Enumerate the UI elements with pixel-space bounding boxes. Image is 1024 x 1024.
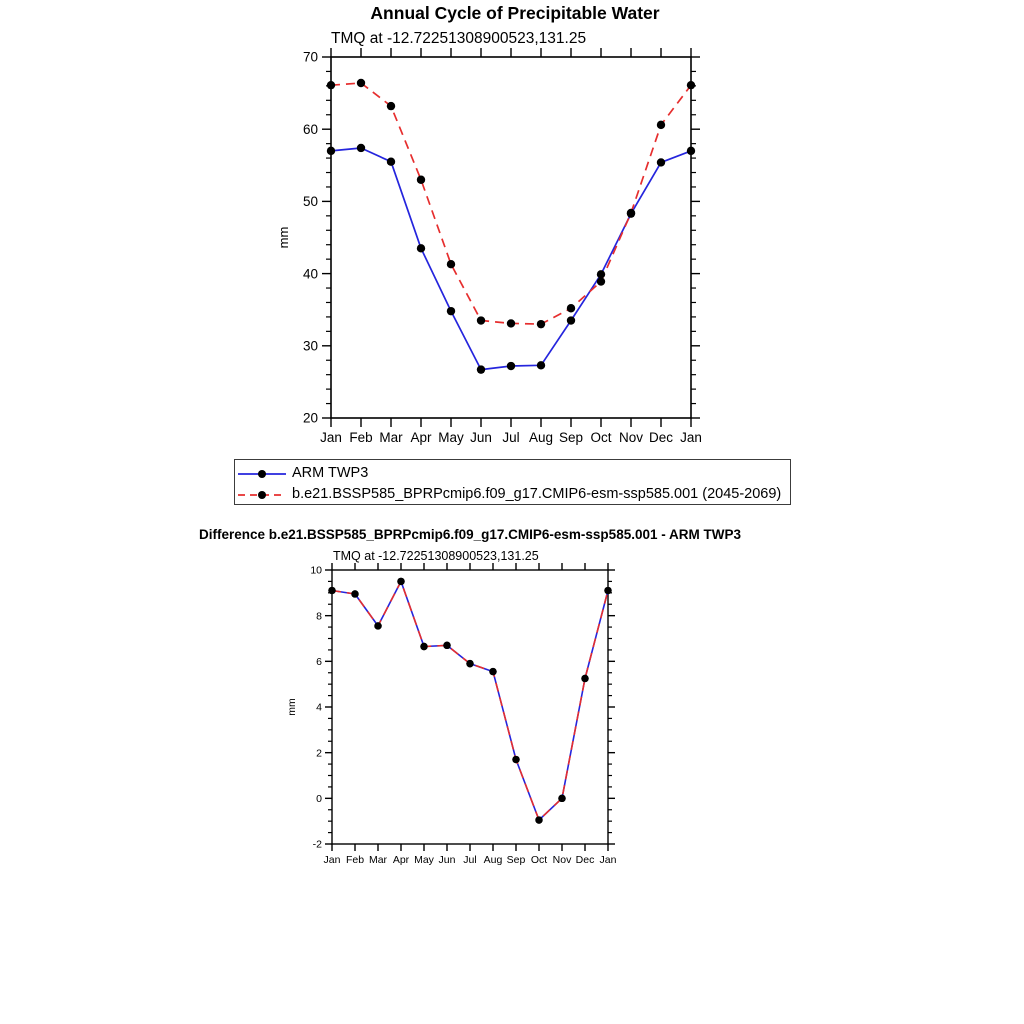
data-point-marker	[466, 660, 473, 667]
series-line	[332, 581, 608, 820]
x-axis-tick-label: Dec	[648, 430, 674, 445]
legend-line-sample-obs	[237, 465, 287, 481]
data-point-marker	[447, 307, 455, 315]
x-axis-tick-label: Oct	[530, 854, 548, 866]
data-point-marker	[447, 260, 455, 268]
data-point-marker	[387, 157, 395, 165]
data-point-marker	[387, 102, 395, 110]
data-point-marker	[567, 316, 575, 324]
plot-frame	[332, 570, 608, 844]
data-point-marker	[512, 756, 519, 763]
y-axis-tick-label: 70	[302, 49, 318, 65]
data-point-marker	[581, 675, 588, 682]
data-point-marker	[687, 147, 695, 155]
x-axis-tick-label: Feb	[349, 430, 373, 445]
data-point-marker	[687, 81, 695, 89]
data-point-marker	[417, 176, 425, 184]
x-axis-tick-label: Mar	[368, 854, 388, 866]
data-point-marker	[397, 578, 404, 585]
data-point-marker	[507, 362, 515, 370]
y-axis-tick-label: 40	[302, 266, 318, 282]
x-axis-tick-label: Aug	[528, 430, 554, 445]
chart1-subtitle: TMQ at -12.72251308900523,131.25	[331, 30, 587, 47]
chart1-title: Annual Cycle of Precipitable Water	[370, 3, 660, 23]
x-axis-tick-label: Feb	[345, 854, 365, 866]
data-point-marker	[537, 320, 545, 328]
x-axis-tick-label: May	[414, 854, 434, 866]
x-axis-tick-label: Jan	[680, 430, 702, 445]
x-axis-tick-label: Jun	[470, 430, 492, 445]
legend-sample-marker	[258, 491, 266, 499]
legend-line-sample-model	[237, 486, 287, 502]
data-point-marker	[477, 365, 485, 373]
y-axis-tick-label: 8	[316, 610, 322, 623]
y-axis-tick-label: 10	[310, 564, 322, 577]
data-point-marker	[597, 277, 605, 285]
data-point-marker	[357, 79, 365, 87]
x-axis-tick-label: Nov	[552, 854, 572, 866]
x-axis-tick-label: Sep	[506, 854, 526, 866]
data-point-marker	[507, 319, 515, 327]
data-point-marker	[327, 81, 335, 89]
x-axis-tick-label: Dec	[575, 854, 595, 866]
data-point-marker	[537, 361, 545, 369]
chart-panel	[276, 48, 702, 445]
x-axis-tick-label: Jan	[599, 854, 617, 866]
series-line	[332, 581, 608, 820]
x-axis-tick-label: Jul	[463, 854, 477, 866]
x-axis-tick-label: May	[438, 430, 464, 445]
data-point-marker	[657, 121, 665, 129]
data-point-marker	[417, 244, 425, 252]
data-point-marker	[567, 304, 575, 312]
y-axis-title: mm	[286, 698, 298, 716]
x-axis-tick-label: Mar	[379, 430, 403, 445]
data-point-marker	[420, 643, 427, 650]
x-axis-tick-label: Jun	[438, 854, 456, 866]
data-point-marker	[627, 209, 635, 217]
x-axis-tick-label: Jan	[320, 430, 342, 445]
chart-panel	[286, 563, 617, 866]
y-axis-tick-label: 4	[316, 701, 322, 714]
chart2-title: Difference b.e21.BSSP585_BPRPcmip6.f09_g17.CMIP6-esm-ssp585.001 - ARM TWP3	[199, 527, 741, 542]
legend-sample-marker	[258, 470, 266, 478]
legend-label-model: b.e21.BSSP585_BPRPcmip6.f09_g17.CMIP6-esm-ssp585.001 (2045-2069)	[292, 485, 782, 502]
data-point-marker	[327, 147, 335, 155]
data-point-marker	[535, 816, 542, 823]
chart2-subtitle: TMQ at -12.72251308900523,131.25	[333, 549, 539, 563]
x-axis-tick-label: Apr	[392, 854, 410, 866]
data-point-marker	[489, 668, 496, 675]
x-axis-tick-label: Jan	[323, 854, 341, 866]
y-axis-tick-label: 20	[302, 410, 318, 426]
data-point-marker	[328, 587, 335, 594]
x-axis-tick-label: Sep	[558, 430, 584, 445]
y-axis-tick-label: 50	[302, 194, 318, 210]
data-point-marker	[558, 795, 565, 802]
data-point-marker	[443, 642, 450, 649]
data-point-marker	[604, 587, 611, 594]
data-point-marker	[477, 316, 485, 324]
x-axis-tick-label: Aug	[483, 854, 503, 866]
legend-entry-obs	[237, 462, 790, 483]
series-line	[331, 148, 691, 370]
y-axis-title: mm	[276, 226, 291, 249]
legend-label-obs: ARM TWP3	[292, 464, 369, 481]
data-point-marker	[374, 622, 381, 629]
legend-box	[234, 459, 791, 505]
x-axis-tick-label: Jul	[502, 430, 520, 445]
x-axis-tick-label: Apr	[410, 430, 432, 445]
x-axis-tick-label: Oct	[590, 430, 612, 445]
y-axis-tick-label: -2	[312, 838, 322, 851]
legend-entry-model	[237, 483, 790, 504]
y-axis-tick-label: 6	[316, 656, 322, 669]
y-axis-tick-label: 0	[316, 793, 322, 806]
data-point-marker	[357, 144, 365, 152]
data-point-marker	[351, 590, 358, 597]
y-axis-tick-label: 30	[302, 338, 318, 354]
y-axis-tick-label: 2	[316, 747, 322, 760]
x-axis-tick-label: Nov	[618, 430, 644, 445]
y-axis-tick-label: 60	[302, 121, 318, 137]
data-point-marker	[657, 158, 665, 166]
data-point-marker	[597, 270, 605, 278]
